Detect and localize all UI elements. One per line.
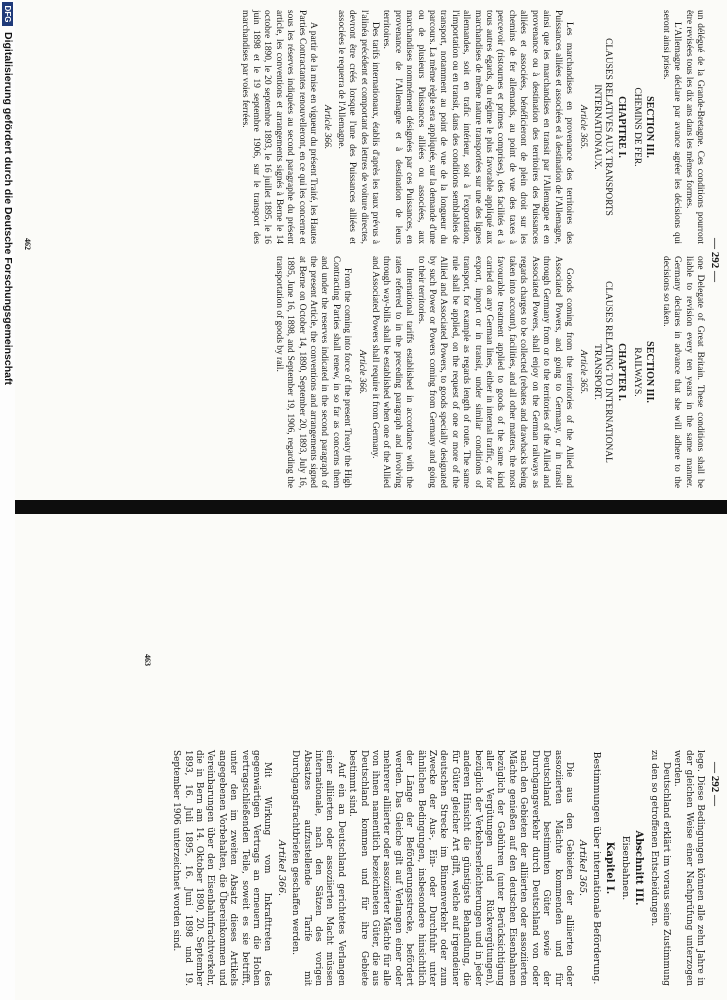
footer-attribution: Digitalisierung gefördert durch die Deutsche Forschungsgemeinschaft (2, 32, 14, 385)
de-article-366-heading: Artikel 366. (275, 839, 287, 897)
en-section-heading: SECTION III. (644, 341, 656, 403)
en-article-365-heading: Article 365. (578, 349, 589, 395)
fr-article-365-heading: Article 365. (578, 104, 589, 150)
en-chapter-heading: CHAPTER I. (615, 343, 627, 401)
column-english (272, 256, 705, 488)
en-article-366-heading: Article 366. (356, 349, 367, 395)
de-intro2: Deutschland erklärt im voraus seine Zustimmung zu den so getroffenen Entscheidungen. (649, 750, 671, 986)
dfg-logo: DFG (2, 2, 13, 26)
running-head-right: — 292 — (709, 762, 721, 806)
en-intro: one Delegate of Great Britain. These conditions shall be liable to revision every ten years in the same manner. Germany declares in advance that she will adhere to the decisions so taken. (660, 256, 705, 488)
fr-section-heading: SECTION III. (644, 96, 656, 158)
footer-strip (0, 0, 15, 1000)
de-article-365-heading: Artikel 365. (577, 839, 589, 897)
book-gutter (0, 500, 727, 514)
de-chapter-title: Bestimmungen über internationale Beförderung. (590, 751, 602, 985)
fr-article-365-text-b: Des tarifs internationaux, établis d'après les taux prévus à l'alinéa précédent et comportant des lettres de voiture directes, devront être créés lorsque l'une des Puissances alliées et associées le requerra de l'Allemagne. (335, 10, 381, 244)
fr-article-366-heading: Article 366. (322, 104, 333, 150)
de-intro: lege. Diese Bedingungen können alle zehn Jahre in der gleichen Weise einer Nachprüfung unterzogen werden. (672, 750, 705, 986)
fr-section-title: CHEMINS DE FER. (631, 87, 642, 167)
en-article-365-text: Goods coming from the territories of the Allied and Associated Powers, and going to Germany, or in transit through Germany from or to the territories of the Allied and Associated Powers, shall enjoy on the German railways as regards charges to be collected (rebates and drawbacks being taken into account), facilities, and all other matters, the most favourable treatment applied to goods of the same kind carried on any German lines, either in internal traffic, or for export, import or in transit, under similar conditions of transport, for example as regards length of route. The same rule shall be applied, on the request of one or more of the Allied and Associated Powers, to goods specially designated by such Power or Powers coming from Germany and going to their territories. (415, 256, 574, 488)
fr-intro2: L'Allemagne déclare par avance agréer les décisions qui seront ainsi prises. (660, 10, 683, 244)
fr-chapter-title: CLAUSES RELATIVES AUX TRANSPORTS INTERNATIONAUX. (591, 38, 614, 216)
de-section-title: Eisenbahnen. (619, 835, 631, 901)
en-article-365-text-b: International tariffs established in accordance with the rates referred to in the preceding paragraph and involving through way-bills shall be established when one of the Allied and Associated Powers shall require it from Germany. (370, 256, 415, 488)
de-chapter-heading: Kapitel I. (604, 841, 616, 895)
fr-article-365-text: Les marchandises en provenance des territoires des Puissances alliées et associées et à destination de l'Allemagne, ainsi que les marchandises en transit par l'Allemagne et en provenance ou à destination des territoires des Puissances alliées et associées, bénéficieront de plein droit sur les chemins de fer allemands, au point de vue des taxes à percevoir (ristournes et primes comprises), des facilités et à tous autres égards, du régime le plus favorable appliqué aux marchandises de même nature transportées sur une des lignes allemandes, soit en trafic intérieur, soit à l'exportation, l'importation ou en transit, dans des conditions semblables de transport, notamment au point de vue de la longueur du parcours. La même règle sera appliquée, sur la demande d'une ou de plusieurs Puissances alliées ou associées, aux marchandises nommément désignées par ces Puissances, en provenance de l'Allemagne et à destination de leurs territoires. (381, 10, 574, 244)
de-article-365-text-b: Auf ein an Deutschland gerichtetes Verlangen einer alliierten oder assoziierten Macht müssen internationale, nach den Sätzen des vorigen Absatzes aufzustellende Tarife mit Durchgangsfrachtbriefen geschaffen werden. (290, 750, 346, 986)
en-article-366-text: From the coming into force of the present Treaty the High Contracting Parties shall renew, in so far as concerns them and under the reserves indicated in the second paragraph of the present Article, the conventions and arrangements signed at Berne on October 14, 1890, September 20, 1893, July 16, 1895, June 16, 1898, and September 19, 1906, regarding the transportation of goods by rail. (273, 256, 353, 488)
running-head-left: — 292 — (709, 238, 721, 282)
de-article-366-text: Mit Wirkung vom Inkrafttreten des gegenwärtigen Vertrags an erneuern die Hohen vertragschließenden Teile, soweit es sie betrifft, unter den im zweiten Absatz dieses Artikels angegebenen Vorbehalten, die Übereinkommen und Vereinbarungen über den Eisenbahnfrachtverkehr, die in Bern am 14. Oktober 1890, 20. September 1893, 16. Juli 1895, 16. Juni 1898 und 19. September 1906 unterzeichnet worden sind. (171, 750, 273, 986)
column-german (170, 750, 705, 986)
folio-right: 463 (143, 654, 152, 666)
en-chapter-title: CLAUSES RELATING TO INTERNATIONAL TRANSPORT. (591, 281, 614, 463)
fr-intro: un délégué de la Grande-Bretagne. Ces conditions pourront être revisées tous les dix ans dans les mêmes formes. (683, 10, 705, 244)
en-section-title: RAILWAYS. (631, 347, 642, 397)
page-right (0, 514, 727, 1000)
fr-chapter-heading: CHAPITRE I. (615, 96, 627, 158)
folio-left: 462 (23, 238, 32, 250)
de-article-365-text: Die aus den Gebieten der alliierten oder assoziierten Mächte kommenden und für Deutschland bestimmten Güter sowie der Durchgangsverkehr durch Deutschland von oder nach den Gebieten der alliierten oder assoziierten Mächte genießen auf den deutschen Eisenbahnen bezüglich der Gebühren (unter Berücksichtigung aller Vergütungen und Rückvergütungen), bezüglich der Verkehrserleichterungen und in jeder anderen Hinsicht die günstigste Behandlung, die für Güter gleicher Art gilft, welche auf irgendeiner deutschen Strecke im Binnenverkehr oder zum Zwecke der Aus-, Ein- oder Durchfuhr unter ähnlichen Bedingungen, insbesondere hinsichtlich der Länge der Beförderungsstrecke, befördert werden. Das Gleiche gilt auf Verlangen einer oder mehrerer alliierter oder assoziierter Mächte für alle von ihnen namentlich bezeichneten Güter, die aus Deutschland kommen und für ihre Gebiete bestimmt sind. (347, 750, 574, 986)
de-section-heading: Abschnitt III. (632, 830, 644, 906)
column-french (238, 10, 705, 244)
fr-article-366-text: A partir de la mise en vigueur du présent Traité, les Hautes Parties Contractantes renouvelleront, en ce qui les concerne et sous les réserves indiquées au second paragraphe du présent article, les conventions et arrangements signés à Berne le 14 octobre 1890, le 20 septembre 1893, le 16 juillet 1895, le 16 juin 1898 et le 19 septembre 1906, sur le transport des marchandises par voies ferrées. (239, 10, 318, 244)
